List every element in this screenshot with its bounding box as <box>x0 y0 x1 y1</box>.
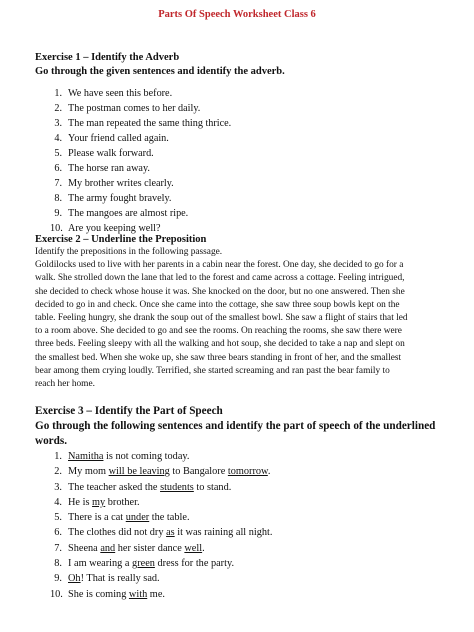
underlined-word: students <box>160 481 194 493</box>
underlined-word: with <box>128 588 148 600</box>
item-number: 6. <box>54 527 62 539</box>
passage-line: to a room above. She decided to go and see the rooms. On reaching the rooms, she saw there were <box>35 326 402 337</box>
item-text: The postman comes to her daily. <box>68 103 201 114</box>
item-text: Your friend called again. <box>68 133 169 144</box>
item-number: 8. <box>54 558 62 570</box>
underlined-word: will be leaving <box>108 466 170 478</box>
passage-line: Goldilocks used to live with her parents in a cabin near the forest. One day, she decided to go for a <box>35 260 404 271</box>
list-item <box>50 206 231 221</box>
item-number: 3. <box>54 481 62 493</box>
item-number: 1. <box>54 88 62 99</box>
item-text: dress for the party. <box>154 558 235 570</box>
item-text: . <box>267 466 271 478</box>
item-text: The horse ran away. <box>68 163 150 174</box>
item-number: 10. <box>50 588 63 600</box>
item-text: Please walk forward. <box>68 148 154 159</box>
item-text: We have seen this before. <box>68 88 173 99</box>
item-text: He is <box>68 496 93 508</box>
item-text: me. <box>147 588 165 600</box>
exercise-3-heading: Exercise 3 – Identify the Part of Speech <box>35 405 223 417</box>
list-item <box>50 161 231 176</box>
list-item <box>50 176 231 191</box>
list-item <box>50 556 272 571</box>
list-item <box>50 525 272 540</box>
exercise-1-heading: Exercise 1 – Identify the Adverb <box>35 52 180 63</box>
item-text: . <box>202 542 205 554</box>
list-item <box>50 510 272 525</box>
passage-line: Identify the prepositions in the following passage. <box>35 247 223 257</box>
item-text: ! That is really sad. <box>80 573 160 585</box>
item-text: the table. <box>149 512 190 524</box>
exercise-3-instruction-line2: words. <box>35 435 68 447</box>
item-text: The man repeated the same thing thrice. <box>68 118 232 129</box>
item-text: The teacher asked the <box>68 481 161 493</box>
item-text: The clothes did not dry <box>68 527 167 539</box>
item-text: I am wearing a <box>68 558 133 570</box>
underlined-word: tomorrow <box>227 466 268 478</box>
item-text: My mom <box>68 466 109 478</box>
item-number: 9. <box>54 573 62 585</box>
exercise-1-instruction: Go through the given sentences and identify the adverb. <box>35 66 285 77</box>
list-item <box>50 541 272 556</box>
underlined-word: well <box>184 542 203 554</box>
underlined-word: Namitha <box>68 451 104 462</box>
list-item <box>50 116 231 131</box>
item-number: 10. <box>50 223 63 234</box>
item-number: 4. <box>54 496 62 508</box>
item-text: My brother writes clearly. <box>68 178 174 189</box>
list-item <box>50 449 272 464</box>
item-number: 4. <box>54 133 62 144</box>
exercise-2-passage <box>35 246 453 391</box>
list-item <box>50 131 231 146</box>
item-number: 3. <box>54 118 62 129</box>
passage-line: table. Feeling hungry, she drank the soup out of the smallest bowl. She saw a flight of stairs that led <box>35 312 408 323</box>
page-title: Parts Of Speech Worksheet Class 6 <box>158 9 316 20</box>
item-number: 5. <box>54 148 62 159</box>
exercise-3-instruction-line1: Go through the following sentences and identify the part of speech of the underlined <box>35 420 436 432</box>
exercise-1-list <box>50 86 231 236</box>
list-item <box>50 495 272 510</box>
item-text: it was raining all night. <box>174 527 273 539</box>
underlined-word: and <box>100 542 116 554</box>
passage-line: decided to go in and check. Once she came into the cottage, she saw three soup bowls kept on the <box>35 299 400 310</box>
list-item <box>50 191 231 206</box>
item-text: She is coming <box>68 588 129 600</box>
list-item <box>50 146 231 161</box>
item-text: There is a cat <box>68 512 126 524</box>
list-item <box>50 86 231 101</box>
item-text: brother. <box>105 496 140 508</box>
list-item <box>50 480 272 495</box>
underlined-word: under <box>125 512 150 524</box>
item-text: her sister dance <box>115 542 185 554</box>
item-number: 8. <box>54 193 62 204</box>
passage-line: three beds. Feeling sleepy with all the walking and hot soup, she decided to take a nap and slept on <box>35 339 405 350</box>
item-number: 7. <box>54 178 62 189</box>
list-item <box>50 464 272 479</box>
passage-line: walk. She strolled down the lane that led to the forest and came across a cottage. Feeling intrigued, <box>35 273 405 284</box>
item-text: The mangoes are almost ripe. <box>68 208 189 219</box>
item-text: Sheena <box>68 542 101 554</box>
item-number: 9. <box>54 208 62 219</box>
item-number: 1. <box>54 451 62 462</box>
item-number: 6. <box>54 163 62 174</box>
item-text: Are you keeping well? <box>68 223 161 234</box>
exercise-3-list <box>50 449 272 602</box>
passage-line: reach her home. <box>35 378 95 389</box>
list-item <box>50 101 231 116</box>
list-item <box>50 587 272 602</box>
list-item <box>50 571 272 586</box>
item-number: 5. <box>54 512 62 524</box>
passage-line: she decided to check whose house it was. She knocked on the door, but no one answered. Then she <box>35 286 405 297</box>
item-text: The army fought bravely. <box>68 193 172 204</box>
passage-line: bear among them crying loudly. Terrified, she started screaming and ran past the bear family to <box>35 365 390 376</box>
item-text: is not coming today. <box>103 451 190 462</box>
passage-line: the smallest bed. When she woke up, she saw three bears standing in front of her, and the smallest <box>35 352 402 363</box>
item-text: to Bangalore <box>169 466 228 478</box>
item-number: 2. <box>54 103 62 114</box>
underlined-word: green <box>132 558 155 570</box>
item-text: to stand. <box>193 481 232 493</box>
exercise-2-heading: Exercise 2 – Underline the Preposition <box>35 234 207 245</box>
item-number: 2. <box>54 466 62 478</box>
underlined-word: Oh <box>68 573 81 585</box>
underlined-word: my <box>92 496 106 508</box>
item-number: 7. <box>54 542 62 554</box>
underlined-word: as <box>166 527 175 539</box>
